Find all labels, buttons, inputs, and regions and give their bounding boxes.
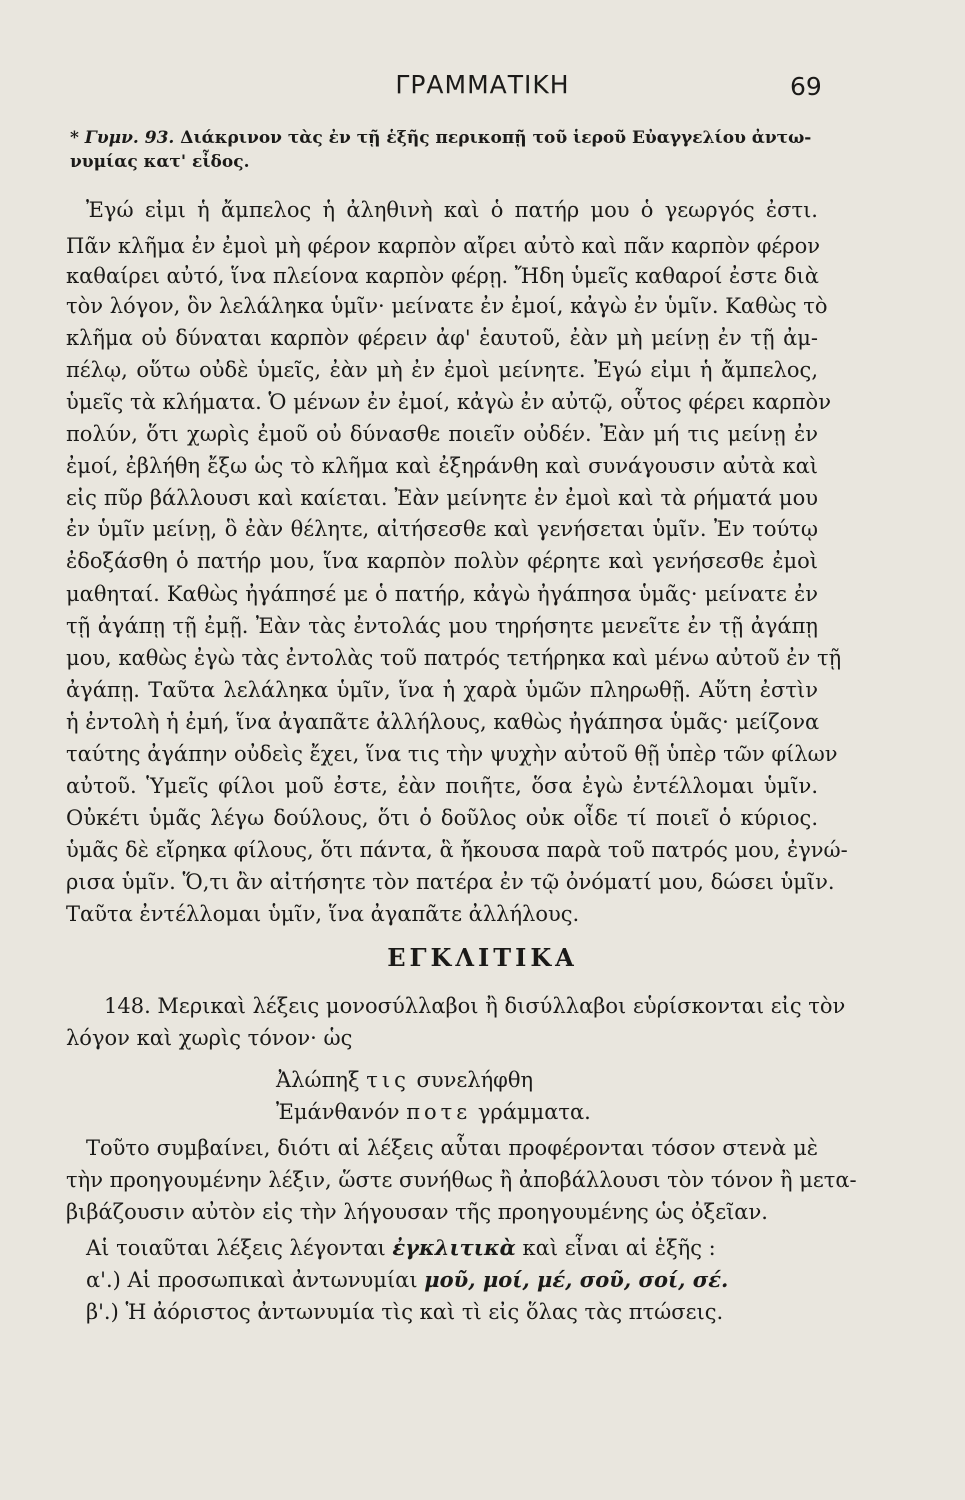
passage-line: πέλῳ, οὕτω οὐδὲ ὑμεῖς, ἐὰν μὴ ἐν ἐμοὶ μείνητε. Ἐγώ εἰμι ἡ ἄμπελος, [66,358,818,382]
example-text: Ἀλώπηξ [276,1068,367,1092]
exercise-line: νυμίας κατ' εἶδος. [70,152,250,172]
running-title: ΓΡΑΜΜΑΤΙΚΗ [395,70,570,99]
passage-line: Ἐγώ εἰμι ἡ ἄμπελος ἡ ἀληθινὴ καὶ ὁ πατήρ μου ὁ γεωργός ἐστι. [86,198,818,222]
enclitics-definition-line [86,1234,716,1262]
passage-line: ἐμοί, ἐβλήθη ἔξω ὡς τὸ κλῆμα καὶ ἐξηράνθη καὶ συνάγουσιν αὐτὰ καὶ [66,454,818,478]
passage-line: ἐν ὑμῖν μείνῃ, ὃ ἐὰν θέλητε, αἰτήσεσθε καὶ γενήσεται ὑμῖν. Ἐν τούτῳ [66,517,818,541]
section-heading: ΕΓΚΛΙΤΙΚΑ [387,943,578,972]
list-marker: β'.) [86,1300,119,1324]
definition-text: καὶ εἶναι αἱ ἑξῆς : [515,1236,716,1260]
passage-line: Πᾶν κλῆμα ἐν ἐμοὶ μὴ φέρον καρπὸν αἴρει αὐτὸ καὶ πᾶν καρπὸν φέρον [66,234,821,258]
passage-line: ρισα ὑμῖν. Ὅ,τι ἂν αἰτήσητε τὸν πατέρα ἐν τῷ ὀνόματί μου, δώσει ὑμῖν. [66,870,835,894]
passage-line: ταύτης ἀγάπην οὐδεὶς ἔχει, ἵνα τις τὴν ψυχὴν αὐτοῦ θῇ ὑπὲρ τῶν φίλων [66,742,838,766]
exercise-label: * Γυμν. 93. [70,128,175,148]
passage-line: πολύν, ὅτι χωρὶς ἐμοῦ οὐ δύνασθε ποιεῖν οὐδέν. Ἐὰν μή τις μείνῃ ἐν [66,422,818,446]
definition-text: Αἱ τοιαῦται λέξεις λέγονται [86,1236,393,1260]
paragraph-line: 148. Μερικαὶ λέξεις μονοσύλλαβοι ἢ δισύλλαβοι εὑρίσκονται εἰς τὸν [104,994,846,1018]
passage-line: Ταῦτα ἐντέλλομαι ὑμῖν, ἵνα ἀγαπᾶτε ἀλλήλους. [66,902,580,926]
list-item [86,1298,723,1326]
paragraph-line: Τοῦτο συμβαίνει, διότι αἱ λέξεις αὗται προφέρονται τόσον στενὰ μὲ [86,1136,818,1160]
passage-line: ὑμᾶς δὲ εἴρηκα φίλους, ὅτι πάντα, ἃ ἤκουσα παρὰ τοῦ πατρός μου, ἐγνώ- [66,838,848,862]
passage-line: καθαίρει αὐτό, ἵνα πλείονα καρπὸν φέρῃ. Ἤδη ὑμεῖς καθαροί ἐστε διὰ [66,264,819,288]
passage-line: αὐτοῦ. Ὑμεῖς φίλοι μοῦ ἐστε, ἐὰν ποιῆτε, ὅσα ἐγὼ ἐντέλλομαι ὑμῖν. [66,774,818,798]
example-text: Ἐμάνθανόν [276,1100,407,1124]
passage-line: τῇ ἀγάπῃ τῇ ἐμῇ. Ἐὰν τὰς ἐντολάς μου τηρήσητε μενεῖτε ἐν τῇ ἀγάπῃ [66,614,818,638]
example-text: γράμματα. [471,1100,591,1124]
enclitic-word: τις [366,1068,410,1092]
passage-line: κλῆμα οὐ δύναται καρπὸν φέρειν ἀφ' ἑαυτοῦ, ἐὰν μὴ μείνῃ ἐν τῇ ἀμ- [66,326,818,350]
enclitics-term: ἐγκλιτικὰ [392,1235,516,1260]
list-item-text: Ἡ ἀόριστος ἀντωνυμία τὶς καὶ τὶ εἰς ὅλας τὰς πτώσεις. [118,1300,724,1324]
paragraph-line: λόγον καὶ χωρὶς τόνον· ὡς [66,1026,353,1050]
passage-line: εἰς πῦρ βάλλουσι καὶ καίεται. Ἐὰν μείνητε ἐν ἐμοὶ καὶ τὰ ρήματά μου [66,486,818,510]
passage-line: μαθηταί. Καθὼς ἠγάπησέ με ὁ πατήρ, κἀγὼ ἠγάπησα ὑμᾶς· μείνατε ἐν [66,582,818,606]
page-number: 69 [790,72,822,101]
example-text: συνελήφθη [409,1068,534,1092]
list-marker: α'.) [86,1268,121,1292]
paragraph-line: βιβάζουσιν αὐτὸν εἰς τὴν λήγουσαν τῆς προηγουμένης ὡς ὀξεῖαν. [66,1200,768,1224]
passage-line: ἡ ἐντολὴ ἡ ἐμή, ἵνα ἀγαπᾶτε ἀλλήλους, καθὼς ἠγάπησα ὑμᾶς· μείζονα [66,710,820,734]
example-line [276,1098,591,1126]
passage-line: ὑμεῖς τὰ κλήματα. Ὁ μένων ἐν ἐμοί, κἀγὼ ἐν αὐτῷ, οὗτος φέρει καρπὸν [66,390,831,414]
list-item [86,1266,728,1294]
passage-line: Οὐκέτι ὑμᾶς λέγω δούλους, ὅτι ὁ δοῦλος οὐκ οἶδε τί ποιεῖ ὁ κύριος. [66,806,818,830]
list-item-text: Αἱ προσωπικαὶ ἀντωνυμίαι [120,1268,425,1292]
passage-line: ἐδοξάσθη ὁ πατήρ μου, ἵνα καρπὸν πολὺν φέρητε καὶ γενήσεσθε ἐμοὶ [66,549,818,573]
example-line [276,1066,533,1094]
passage-line: μου, καθὼς ἐγὼ τὰς ἐντολὰς τοῦ πατρός τετήρηκα καὶ μένω αὐτοῦ ἐν τῇ [66,646,842,670]
paragraph-line: τὴν προηγουμένην λέξιν, ὥστε συνήθως ἢ ἀποβάλλουσι τὸν τόνον ἢ μετα- [66,1168,857,1192]
passage-line: τὸν λόγον, ὃν λελάληκα ὑμῖν· μείνατε ἐν ἐμοί, κἀγὼ ἐν ὑμῖν. Καθὼς τὸ [66,294,828,318]
exercise-text: Διάκρινον τὰς ἐν τῇ ἑξῆς περικοπῇ τοῦ ἱεροῦ Εὐαγγελίου ἀντω- [180,128,812,148]
enclitic-word: ποτε [406,1100,472,1124]
pronoun-list: μοῦ, μοί, μέ, σοῦ, σοί, σέ. [424,1267,729,1292]
passage-line: ἀγάπῃ. Ταῦτα λελάληκα ὑμῖν, ἵνα ἡ χαρὰ ὑμῶν πληρωθῇ. Αὕτη ἐστὶν [66,678,818,702]
exercise-line [70,126,820,151]
